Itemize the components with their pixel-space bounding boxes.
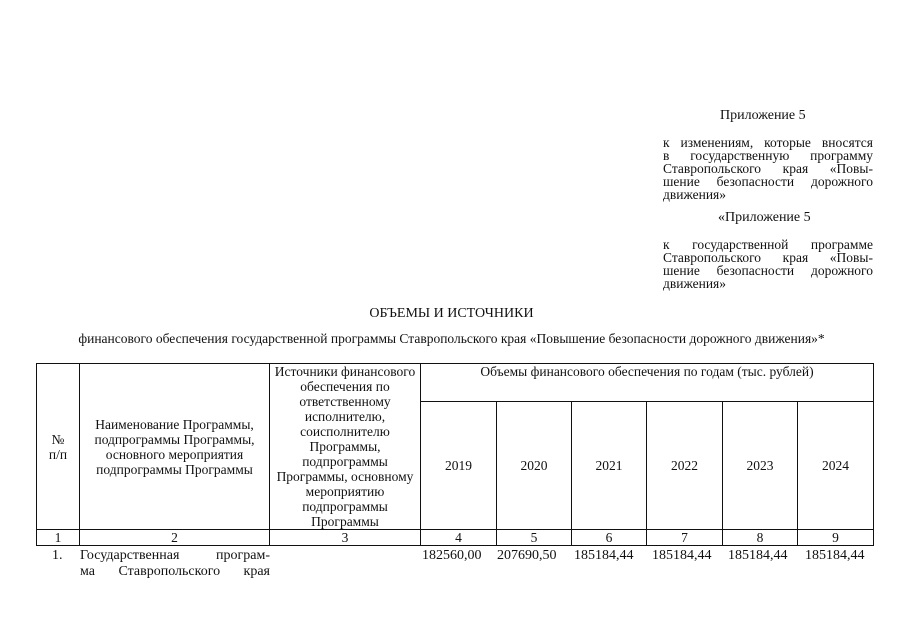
document-title: ОБЪЕМЫ И ИСТОЧНИКИ xyxy=(369,306,534,321)
annex-text-2-line: шение безопасности дорожного xyxy=(663,263,873,278)
row-name-line: Государственная програм- xyxy=(80,548,270,563)
row-value-2023: 185184,44 xyxy=(728,548,788,563)
annex-text-2-line: Ставропольского края «Повы- xyxy=(663,250,873,265)
annex-text-2 xyxy=(663,238,873,290)
annex-text-line: Ставропольского края «Повы- xyxy=(663,161,873,176)
row-value-2024: 185184,44 xyxy=(805,548,865,563)
annex-text-2-line: к государственной программе xyxy=(663,237,873,252)
column-number: 4 xyxy=(421,530,497,546)
row-number: 1. xyxy=(52,548,63,563)
row-value-2019: 182560,00 xyxy=(422,548,482,563)
header-year: 2024 xyxy=(798,402,874,530)
header-name: Наименование Программы, подпрограммы Программы, основного мероприятия подпрограммы Программы xyxy=(80,364,270,530)
row-name xyxy=(80,548,270,580)
header-year: 2023 xyxy=(723,402,798,530)
header-year: 2020 xyxy=(497,402,572,530)
annex-text-line: шение безопасности дорожного xyxy=(663,174,873,189)
header-volumes: Объемы финансового обеспечения по годам (тыс. рублей) xyxy=(421,364,874,402)
row-name-line: ма Ставропольского края xyxy=(80,564,270,579)
financing-table xyxy=(36,363,874,546)
header-number: № п/п xyxy=(37,364,80,530)
column-number: 3 xyxy=(270,530,421,546)
row-value-2020: 207690,50 xyxy=(497,548,557,563)
column-number: 2 xyxy=(80,530,270,546)
header-year: 2019 xyxy=(421,402,497,530)
column-number: 9 xyxy=(798,530,874,546)
annex-text xyxy=(663,136,873,201)
column-number: 6 xyxy=(572,530,647,546)
column-number: 7 xyxy=(647,530,723,546)
header-year: 2022 xyxy=(647,402,723,530)
document-subtitle: финансового обеспечения государственной программы Ставропольского края «Повышение безопасности дорожного движения»* xyxy=(78,331,825,346)
column-number: 5 xyxy=(497,530,572,546)
annex-text-line: движения» xyxy=(663,187,727,202)
annex-title-2: «Приложение 5 xyxy=(718,210,811,225)
annex-text-2-line: движения» xyxy=(663,276,727,291)
row-value-2022: 185184,44 xyxy=(652,548,712,563)
header-year: 2021 xyxy=(572,402,647,530)
column-number: 8 xyxy=(723,530,798,546)
row-value-2021: 185184,44 xyxy=(574,548,634,563)
header-source: Источники финансового обеспечения по ответственному исполнителю, соисполнителю Программы, подпрограммы Программы, основному мероприятию подпрограммы Программы xyxy=(270,364,421,530)
annex-text-line: к изменениям, которые вносятся xyxy=(663,135,873,150)
column-number: 1 xyxy=(37,530,80,546)
annex-title: Приложение 5 xyxy=(720,108,806,123)
annex-text-line: в государственную программу xyxy=(663,148,873,163)
